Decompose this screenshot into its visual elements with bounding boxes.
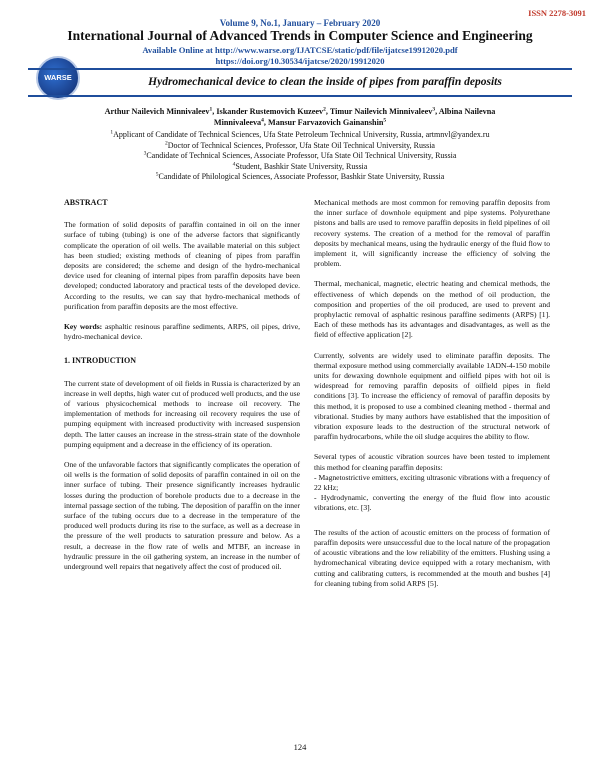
right-paragraph-3: Currently, solvents are widely used to eliminate paraffin deposits. The thermal exposure method using commercially available 1ADN-4-150 mobile units for dewaxing downhole equipment and oilfield pipes with hot oil is widespread for removing paraffin deposits of oilfield pipes in field conditions [3]. To increase the efficiency of removal of paraffin deposits by this method, it is proposed to use a combined cleaning method - thermal and vibrational. Studies by many authors have established that the imposition of vibration exposure leads to the destruction of the structural network of paraffin hydrocarbons, while the oil sludge acquires the ability to flow. bbox=[314, 350, 550, 442]
affiliation-text: Student, Bashkir State University, Russia bbox=[235, 161, 368, 171]
right-paragraph-1: Mechanical methods are most common for removing paraffin deposits from the inner surface of downhole equipment and pipe systems. Polyurethane pistons and balls are used to remove paraffin deposits in field pipelines of oil recovery systems. The creation of a method for the removal of paraffin deposits by mechanical means, using the hydraulic energy of the fluid flow to implement it, will significantly increase the efficiency of solving the problem. bbox=[314, 198, 550, 269]
affiliation-2 bbox=[40, 141, 560, 152]
intro-paragraph-2: One of the unfavorable factors that significantly complicates the operation of oil wells is the formation of solid deposits of paraffin contained in oil on the inner surface of tubing. Their presence significantly increases hydraulic losses during the production of borehole products due to a decrease in the internal passage section of the tubing. The deposition of paraffin on the inner surface of the tubing occurs due to a decrease in the temperature of the produced well products during its rise to the surface, as well as a decrease in the pressure of the well products to saturation pressure and below. As a result, a decrease in the flow rate of wells and MTBF, an increase in hydraulic pressure in the oil gathering system, an increase in the number of underground well repairs that negatively affect the cost of produced oil. bbox=[64, 460, 300, 572]
affiliation-text: Candidate of Philological Sciences, Associate Professor, Bashkir State University, Russia bbox=[158, 172, 445, 182]
doi-link[interactable]: https://doi.org/10.30534/ijatcse/2020/19912020 bbox=[215, 56, 385, 66]
author-sup: 5 bbox=[383, 116, 387, 123]
author-sup: 2 bbox=[323, 106, 326, 113]
author-sep: , bbox=[325, 107, 330, 116]
author-name: Minnivaleeva bbox=[213, 117, 262, 127]
paper-title: Hydromechanical device to clean the inside of pipes from paraffin deposits bbox=[148, 76, 502, 88]
logo-text: WARSE bbox=[44, 73, 72, 82]
list-item: - Magnetostrictive emitters, exciting ultrasonic vibrations with a frequency of 22 kHz; bbox=[314, 472, 550, 493]
affiliation-1 bbox=[40, 130, 560, 141]
intro-paragraph-1: The current state of development of oil fields in Russia is characterized by an increase in well depths, high water cut of produced well products, and the use of various physicochemical methods to increase oil recovery. The implementation of methods for increasing oil recovery requires the use of pumping equipment with increased productivity with increased suspension depth. The latter causes an increase in the stress-strain state of the downhole pumping equipment and a decrease in the efficiency of its operation. bbox=[64, 378, 300, 449]
author-sup: 1 bbox=[209, 106, 213, 113]
introduction-heading: 1. INTRODUCTION bbox=[64, 356, 137, 366]
authors-block bbox=[50, 107, 550, 128]
affiliations bbox=[40, 130, 560, 183]
authors-line-2 bbox=[50, 118, 550, 129]
right-paragraph-5: The results of the action of acoustic emitters on the process of formation of paraffin deposits were unsuccessful due to the local nature of the propagation of acoustic vibrations and the low reliability of the emitters. Flushing using a hydromechanical vibrating device equipped with a rotary mechanism, with cutting and calibrating cutters, is recommended at the mouth and bushes [4] for cleaning tubing from solid ARPS [5]. bbox=[314, 527, 550, 588]
author-name: Albina Nailevna bbox=[438, 107, 496, 116]
author-sup: 3 bbox=[432, 106, 436, 113]
abstract-text: The formation of solid deposits of paraffin contained in oil on the inner surface of tubing (tubing) is one of the adverse factors that significantly complicate the operation of oil wells. The available material on this subject has been studied; existing methods of cleaning of pipes from paraffin deposits are considered; the scheme and design of the hydro-mechanical device used for cleaning of internal pipes from paraffin deposits have been developed; conducted laboratory and practical tests of the developed device. According to the results, we can say that hydro-mechanical methods of purification from paraffin deposits are the most effective. bbox=[64, 220, 300, 311]
affiliation-text: Applicant of Candidate of Technical Sciences, Ufa State Petroleum Technical University, Russia, artmnvl@yandex.ru bbox=[113, 130, 490, 139]
affiliation-text: Candidate of Technical Sciences, Associate Professor, Ufa State Oil Technical University, Russia bbox=[146, 151, 457, 161]
affiliation-sup: 2 bbox=[165, 139, 168, 146]
author-name: Iskander Rustemovich Kuzeev bbox=[216, 107, 324, 116]
affiliation-sup: 5 bbox=[155, 171, 159, 178]
right-paragraph-4: Several types of acoustic vibration sources have been tested to implement this method for cleaning paraffin deposits: bbox=[314, 452, 550, 472]
keywords-label: Key words: bbox=[64, 322, 103, 332]
online-url[interactable]: Available Online at http://www.warse.org/IJATCSE/static/pdf/file/ijatcse19912020.pdf bbox=[142, 45, 458, 55]
affiliation-3 bbox=[40, 151, 560, 162]
header-rule-bottom bbox=[28, 95, 572, 97]
vibration-source-list bbox=[314, 473, 550, 514]
affiliation-text: Doctor of Technical Sciences, Professor, Ufa State Oil Technical University, Russia bbox=[167, 140, 435, 150]
right-paragraph-2: Thermal, mechanical, magnetic, electric heating and chemical methods, the effectiveness of which depends on the method of oil production, the composition and properties of the oil produced, are used to prevent and prophylactic removal of asphaltic resinous paraffine sediments (ARPS) [1]. Each of these methods has its advantages and disadvantages, as well as the field of effective application [2]. bbox=[314, 279, 550, 340]
abstract-heading: ABSTRACT bbox=[64, 198, 108, 207]
journal-title: International Journal of Advanced Trends in Computer Science and Engineering bbox=[67, 28, 533, 43]
keywords-text: asphaltic resinous paraffine sediments, ARPS, oil pipes, drive, hydro-mechanical device. bbox=[64, 322, 300, 342]
authors-line-1 bbox=[50, 107, 550, 118]
warse-logo-icon bbox=[36, 56, 80, 100]
affiliation-4 bbox=[40, 162, 560, 173]
affiliation-sup: 4 bbox=[232, 161, 236, 168]
author-sep: , bbox=[263, 117, 268, 127]
author-sup: 4 bbox=[261, 116, 264, 123]
volume-info: Volume 9, No.1, January – February 2020 bbox=[219, 18, 381, 28]
page-number: 124 bbox=[293, 742, 307, 752]
author-name: Mansur Farvazovich Gainanshin bbox=[268, 117, 384, 127]
header-rule-top bbox=[28, 68, 572, 70]
author-sep: , bbox=[212, 107, 217, 116]
affiliation-sup: 3 bbox=[143, 150, 147, 157]
author-sep: , bbox=[435, 107, 439, 116]
affiliation-sup: 1 bbox=[110, 129, 114, 136]
affiliation-5 bbox=[40, 172, 560, 183]
right-column bbox=[314, 198, 550, 599]
issn: ISSN 2278-3091 bbox=[528, 8, 586, 18]
author-name: Arthur Nailevich Minnivaleev bbox=[104, 107, 210, 116]
left-column bbox=[64, 198, 300, 582]
list-item: - Hydrodynamic, converting the energy of the fluid flow into acoustic vibrations, etc. [3]. bbox=[314, 493, 550, 513]
keywords bbox=[64, 322, 300, 342]
author-name: Timur Nailevich Minnivaleev bbox=[329, 107, 433, 116]
